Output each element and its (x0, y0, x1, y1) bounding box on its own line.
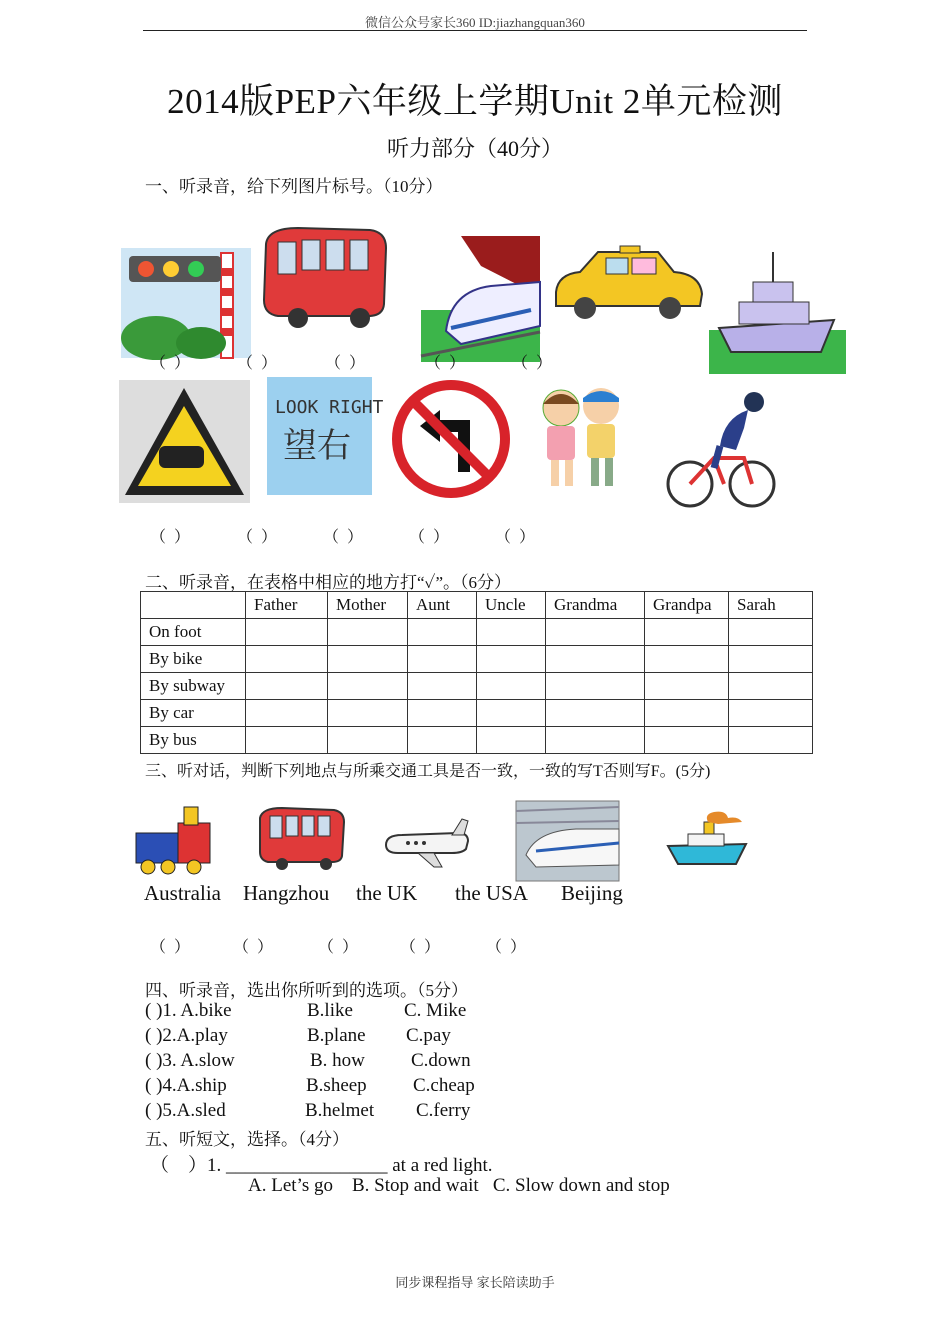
check-cell[interactable] (729, 673, 813, 700)
option-c: C.pay (406, 1025, 451, 1046)
check-cell[interactable] (477, 646, 546, 673)
check-cell[interactable] (328, 646, 408, 673)
answer-blank[interactable]: （ ） (233, 939, 276, 956)
answer-blank[interactable]: （ ） (512, 355, 555, 372)
bus-icon (256, 806, 346, 870)
check-cell[interactable] (328, 727, 408, 754)
table-header-cell: Uncle (477, 592, 546, 619)
question-2: ( )2.A.play (145, 1025, 228, 1046)
check-cell[interactable] (477, 619, 546, 646)
question-4: ( )4.A.ship (145, 1075, 227, 1096)
answer-blank[interactable]: （ ） (495, 529, 538, 546)
check-cell[interactable] (729, 700, 813, 727)
check-cell[interactable] (477, 727, 546, 754)
row-label: By subway (141, 673, 246, 700)
option-c: C. Mike (404, 1000, 467, 1021)
section5-question-1-options: A. Let’s go B. Stop and wait C. Slow down and stop (248, 1175, 670, 1196)
check-cell[interactable] (477, 673, 546, 700)
check-cell[interactable] (328, 619, 408, 646)
page-footer: 同步课程指导 家长陪读助手 (395, 1275, 555, 1290)
page-subtitle: 听力部分（40分） (386, 136, 563, 161)
question-3: ( )3. A.slow (145, 1050, 235, 1071)
table-header-cell: Aunt (408, 592, 477, 619)
bullet-train-icon (516, 801, 619, 881)
section5-heading: 五、听短文，选择。（4分） (145, 1130, 349, 1149)
check-cell[interactable] (546, 727, 645, 754)
check-cell[interactable] (645, 619, 729, 646)
check-cell[interactable] (328, 700, 408, 727)
table-row (141, 700, 813, 727)
table-header-row (141, 592, 813, 619)
table-header-cell: Sarah (729, 592, 813, 619)
check-cell[interactable] (546, 700, 645, 727)
check-cell[interactable] (246, 646, 328, 673)
cyclist-icon (664, 388, 777, 510)
section3-heading: 三、听对话，判断下列地点与所乘交通工具是否一致，一致的写T否则写F。(5分) (145, 763, 711, 780)
no-left-turn-sign-icon (392, 380, 510, 498)
toy-train-icon (134, 803, 214, 875)
page-header: 微信公众号家长360 ID:jiazhangquan360 (365, 15, 585, 30)
svg-text:望右: 望右 (283, 426, 351, 466)
place-label: Beijing (561, 881, 623, 905)
taxi-icon (550, 244, 705, 320)
check-cell[interactable] (546, 673, 645, 700)
section4-heading: 四、听录音，选出你所听到的选项。（5分） (145, 981, 468, 1000)
check-cell[interactable] (408, 673, 477, 700)
section5-question-1: （ ）1. _________________ at a red light. (150, 1155, 493, 1176)
answer-blank[interactable]: （ ） (323, 529, 366, 546)
check-cell[interactable] (729, 727, 813, 754)
check-cell[interactable] (477, 700, 546, 727)
check-cell[interactable] (408, 700, 477, 727)
table-row (141, 646, 813, 673)
check-cell[interactable] (645, 673, 729, 700)
table-header-cell: Mother (328, 592, 408, 619)
table-row (141, 673, 813, 700)
check-cell[interactable] (645, 646, 729, 673)
row-label: By bus (141, 727, 246, 754)
table-header-cell: Grandpa (645, 592, 729, 619)
question-5: ( )5.A.sled (145, 1100, 226, 1121)
ship-icon (709, 248, 846, 374)
check-cell[interactable] (645, 727, 729, 754)
option-b: B. how (310, 1050, 365, 1071)
page-title: 2014版PEP六年级上学期Unit 2单元检测 (167, 82, 783, 121)
ship-icon (664, 810, 750, 870)
answer-blank[interactable]: （ ） (409, 529, 452, 546)
option-b: B.sheep (306, 1075, 367, 1096)
check-cell[interactable] (546, 646, 645, 673)
table-row (141, 619, 813, 646)
place-label: Hangzhou (243, 881, 330, 905)
option-c: C.ferry (416, 1100, 471, 1121)
walking-children-icon (531, 384, 634, 496)
option-b: B.like (307, 1000, 353, 1021)
row-label: By bike (141, 646, 246, 673)
question-1: ( )1. A.bike (145, 1000, 232, 1021)
check-cell[interactable] (729, 646, 813, 673)
svg-text:LOOK RIGHT: LOOK RIGHT (275, 397, 384, 418)
table-row (141, 727, 813, 754)
table-header-cell: Grandma (546, 592, 645, 619)
option-b: B.helmet (305, 1100, 375, 1121)
answer-blank[interactable]: （ ） (237, 529, 280, 546)
check-cell[interactable] (246, 619, 328, 646)
answer-blank[interactable]: （ ） (425, 355, 468, 372)
check-cell[interactable] (246, 727, 328, 754)
place-label: the UK (356, 881, 418, 905)
check-cell[interactable] (408, 727, 477, 754)
answer-blank[interactable]: （ ） (150, 939, 193, 956)
option-c: C.down (411, 1050, 471, 1071)
answer-blank[interactable]: （ ） (318, 939, 361, 956)
place-label: the USA (455, 881, 528, 905)
option-c: C.cheap (413, 1075, 475, 1096)
check-cell[interactable] (328, 673, 408, 700)
check-cell[interactable] (546, 619, 645, 646)
section2-heading: 二、听录音，在表格中相应的地方打“✓”。（6分） (145, 573, 512, 592)
check-cell[interactable] (729, 619, 813, 646)
table-header-cell: Father (246, 592, 328, 619)
answer-blank[interactable]: （ ） (150, 529, 193, 546)
check-cell[interactable] (408, 646, 477, 673)
place-label: Australia (144, 881, 221, 905)
table-header-cell (141, 592, 246, 619)
train-icon (421, 236, 540, 362)
check-cell[interactable] (246, 700, 328, 727)
header-rule (143, 30, 807, 31)
option-b: B.plane (307, 1025, 366, 1046)
answer-blank[interactable]: （ ） (486, 939, 529, 956)
check-cell[interactable] (408, 619, 477, 646)
answer-blank[interactable]: （ ） (325, 355, 368, 372)
look-right-sign-icon (267, 377, 384, 495)
section1-heading: 一、听录音，给下列图片标号。（10分） (145, 177, 443, 196)
answer-blank[interactable]: （ ） (150, 355, 193, 372)
check-cell[interactable] (645, 700, 729, 727)
traffic-light-icon (121, 248, 251, 358)
transport-table (140, 591, 813, 754)
bus-icon (258, 224, 390, 330)
answer-blank[interactable]: （ ） (400, 939, 443, 956)
row-label: On foot (141, 619, 246, 646)
airplane-icon (382, 815, 470, 867)
row-label: By car (141, 700, 246, 727)
check-cell[interactable] (246, 673, 328, 700)
answer-blank[interactable]: （ ） (237, 355, 280, 372)
stop-hand-sign-icon (119, 380, 250, 503)
